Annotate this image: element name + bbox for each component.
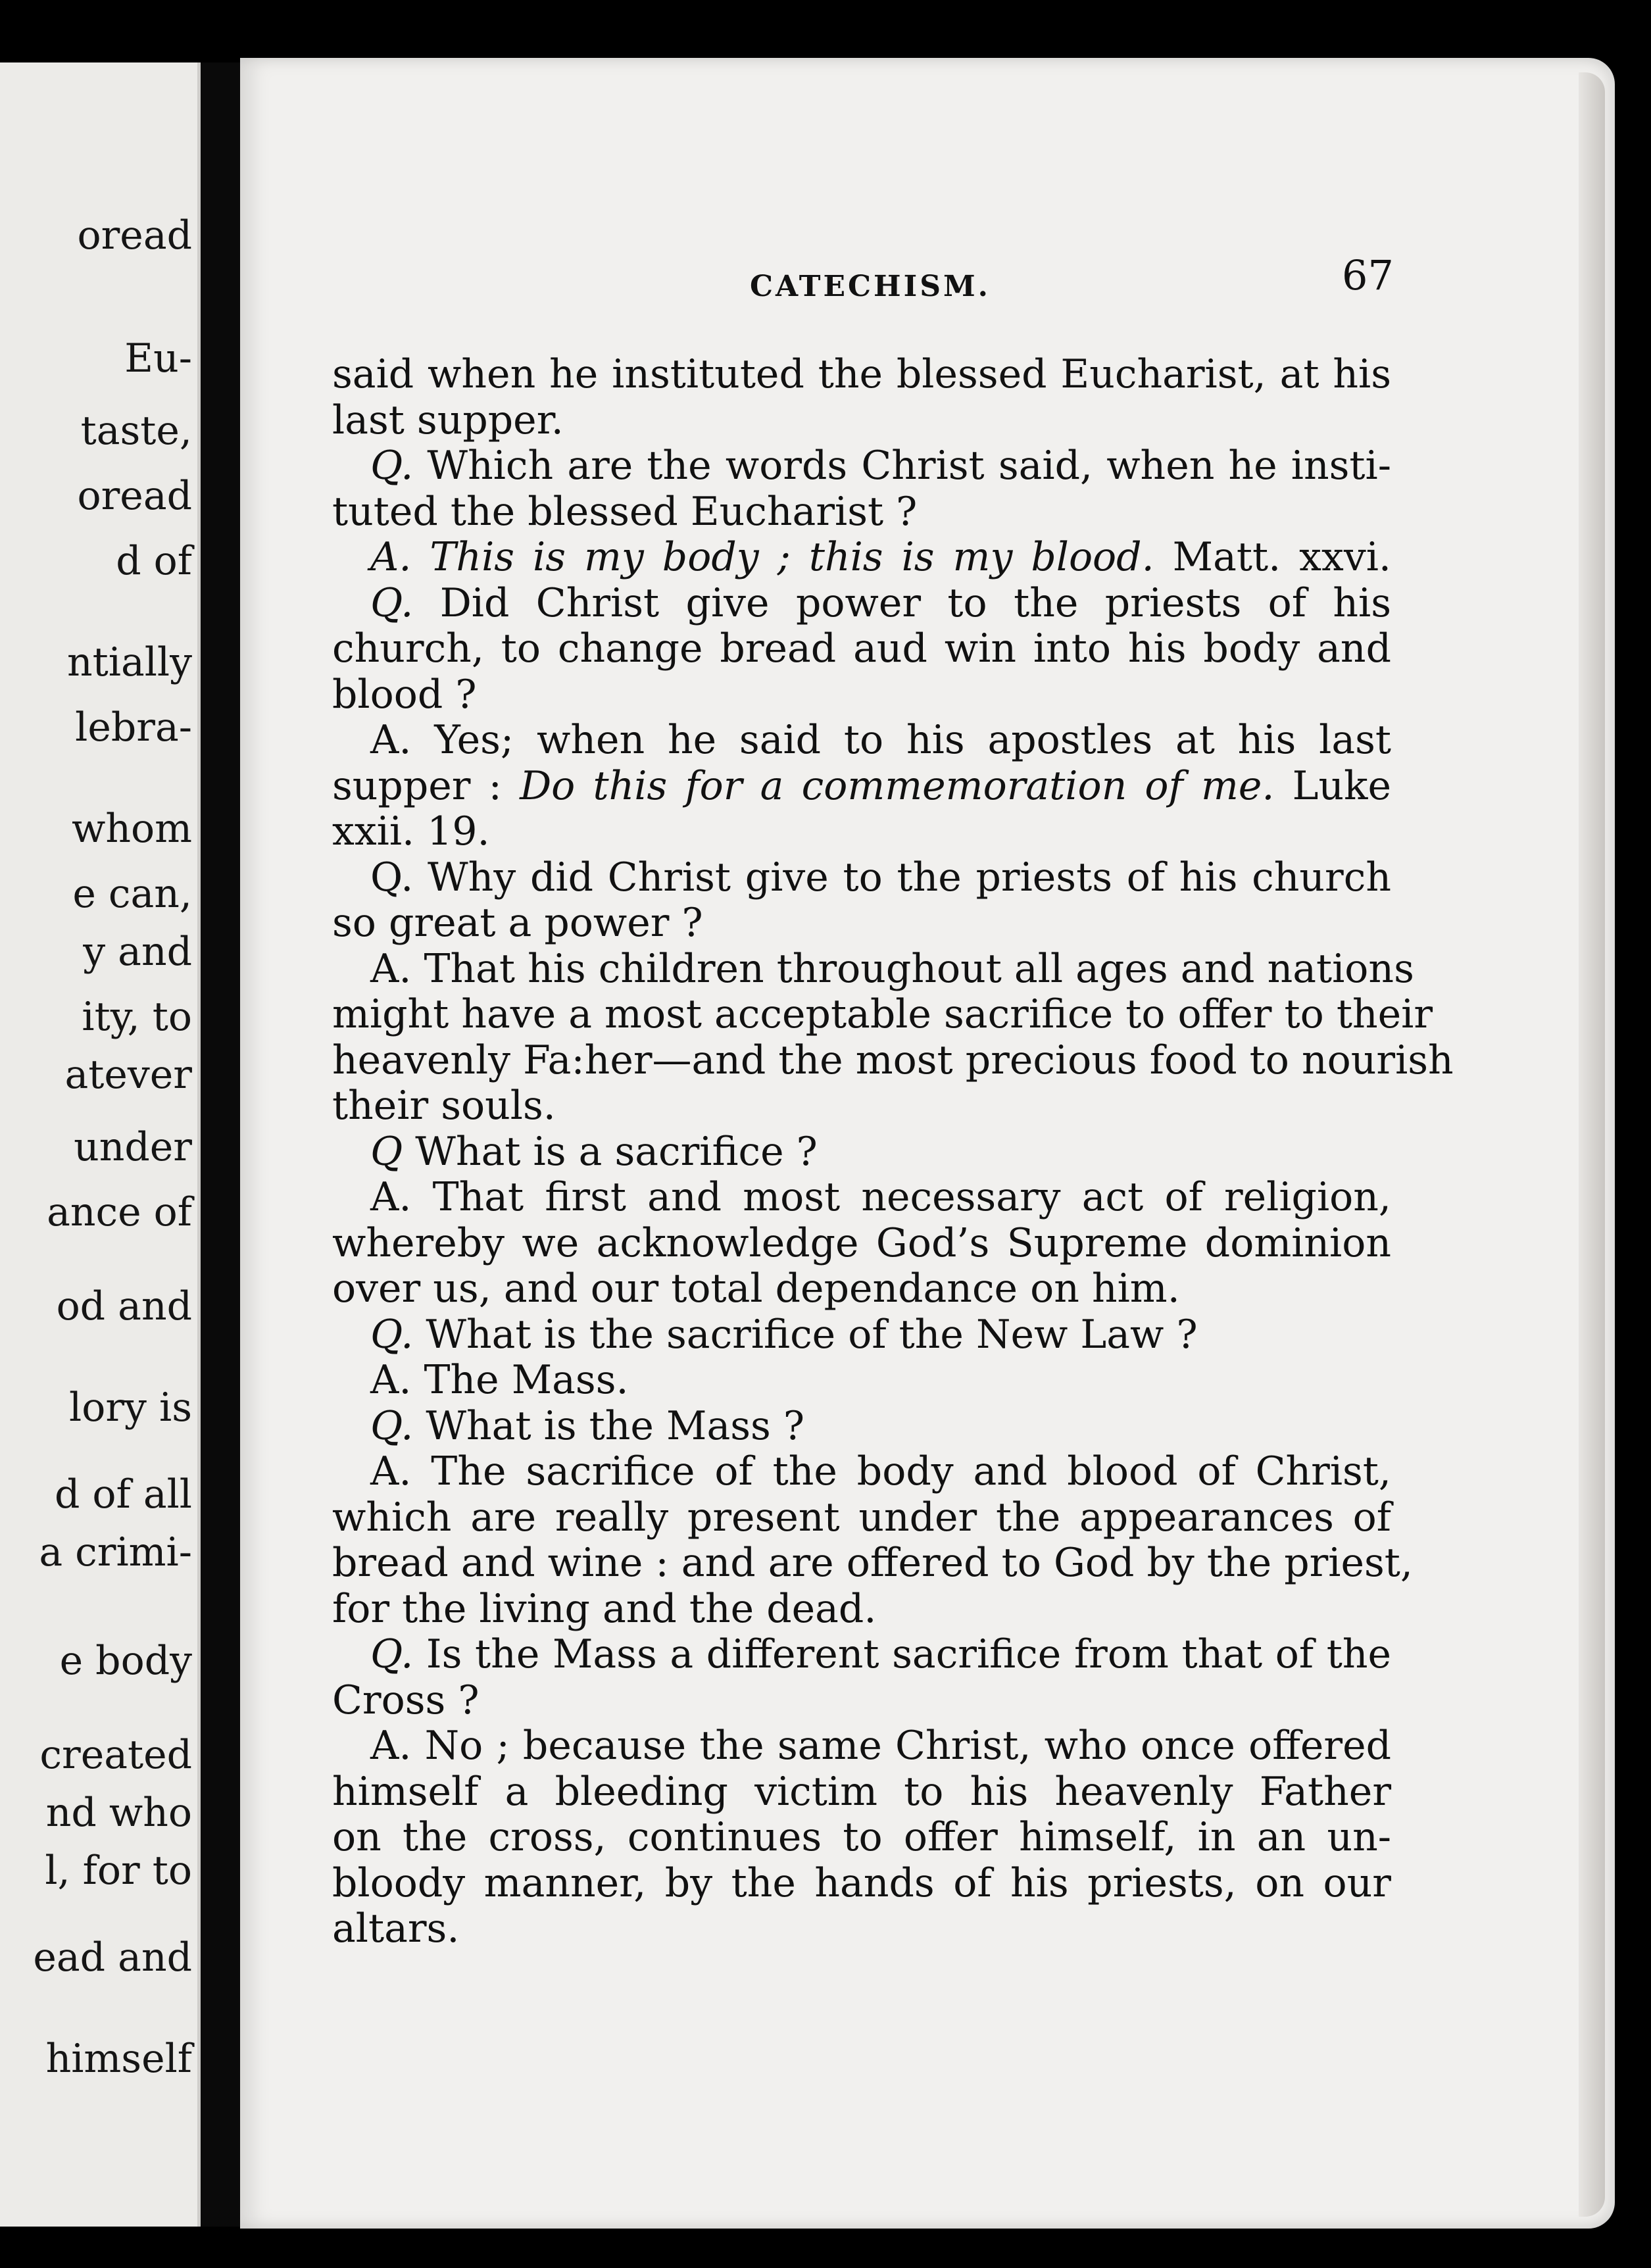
text-line [332, 1678, 1391, 1724]
line-text: A. The sacrifice of the body and blood of Christ, [370, 1448, 1391, 1494]
left-page-fragment: created [39, 1732, 192, 1778]
italic-quote: This is my body ; this is my blood. [430, 534, 1154, 580]
left-page-fragment: taste, [80, 408, 192, 454]
left-page-fragment: ntially [67, 639, 192, 685]
line-text: What is the Mass ? [413, 1402, 805, 1449]
line-text: A. That first and most necessary act of religion, [370, 1174, 1391, 1220]
line-text: Which are the words Christ said, when he insti- [413, 443, 1391, 489]
line-text: their souls. [332, 1083, 556, 1129]
line-text: so great a power ? [332, 900, 703, 946]
left-page-fragment: atever [64, 1052, 192, 1098]
line-text: Matt. xxvi. [1154, 534, 1391, 580]
line-text: xxii. 19. [332, 808, 490, 854]
page-number: 67 [1342, 251, 1394, 299]
left-page-fragment: nd who [45, 1790, 192, 1836]
left-page-fragment: under [74, 1124, 192, 1170]
page-edge [1579, 72, 1605, 2217]
line-text: blood ? [332, 671, 477, 718]
line-text: A. Yes; when he said to his apostles at his last [370, 717, 1391, 763]
catechism-text [332, 351, 1454, 1952]
text-line [332, 1358, 1391, 1404]
line-text: bloody manner, by the hands of his priests, on our [332, 1860, 1391, 1906]
line-text: What is the sacrifice of the New Law ? [413, 1311, 1198, 1358]
left-page-fragment: e can, [72, 871, 192, 917]
left-page-fragment: lebra- [75, 704, 192, 751]
text-line [332, 1632, 1391, 1678]
line-text: over us, and our total dependance on him. [332, 1266, 1180, 1312]
text-line [332, 1587, 1391, 1633]
line-text: A. That his children throughout all ages and nations [370, 945, 1414, 992]
running-head: CATECHISM. [750, 270, 991, 303]
text-line [332, 1861, 1391, 1907]
line-text: A. No ; because the same Christ, who once offered [370, 1723, 1391, 1769]
text-line [332, 489, 1391, 535]
left-page-fragment: ead and [33, 1935, 192, 1981]
text-line [332, 398, 1391, 444]
line-text: Is the Mass a different sacrifice from that of the [413, 1631, 1391, 1677]
text-line [332, 1175, 1391, 1221]
question-marker: Q [370, 1128, 403, 1175]
left-page-fragment: a crimi- [39, 1529, 192, 1575]
text-line [332, 443, 1391, 489]
left-page-fragment: y and [83, 929, 192, 975]
question-marker: Q. [370, 443, 414, 489]
left-page-fragment: ity, to [82, 994, 192, 1040]
text-line [332, 626, 1391, 672]
text-line [332, 1723, 1391, 1769]
line-text: Cross ? [332, 1677, 480, 1723]
left-page-fragment: od and [56, 1283, 192, 1329]
text-line [332, 1266, 1391, 1312]
line-text: whereby we acknowledge God’s Supreme dominion [332, 1220, 1391, 1266]
text-line [332, 1815, 1391, 1861]
line-text: last supper. [332, 397, 564, 443]
text-line [332, 672, 1391, 718]
question-marker: Q. [370, 1402, 414, 1449]
left-page-fragment: lory is [69, 1385, 192, 1431]
line-text: A. The Mass. [370, 1357, 629, 1403]
line-text: supper : [332, 762, 520, 809]
line-text: Q. Why did Christ give to the priests of his church [370, 854, 1391, 900]
text-line [332, 809, 1391, 855]
line-text: for the living and the dead. [332, 1585, 877, 1632]
line-text: bread and wine : and are offered to God by the priest, [332, 1540, 1413, 1586]
question-marker: Q. [370, 1631, 414, 1677]
left-page-fragment: d of all [54, 1471, 192, 1517]
text-line [332, 991, 1433, 1038]
left-page [0, 62, 201, 2227]
left-page-fragment: oread [77, 473, 192, 519]
text-line [332, 1449, 1391, 1495]
question-marker: A. [370, 534, 412, 580]
line-text: himself a bleeding victim to his heavenly Father [332, 1768, 1391, 1815]
line-text: heavenly Fa:her—and the most precious food to nourish [332, 1037, 1454, 1083]
text-line [332, 581, 1391, 627]
text-line [332, 1540, 1413, 1587]
left-page-fragment: d of [116, 538, 192, 584]
line-text: on the cross, continues to offer himself, in an un- [332, 1814, 1391, 1860]
line-suffix: Luke [1274, 762, 1391, 809]
left-page-fragment: ance of [47, 1189, 192, 1235]
left-page-fragment: e body [59, 1638, 192, 1684]
left-page-fragment: whom [71, 806, 192, 852]
line-text: altars. [332, 1906, 460, 1952]
text-line [332, 855, 1391, 901]
text-line [332, 1129, 1391, 1175]
line-text: church, to change bread aud win into his body and [332, 626, 1391, 672]
text-line [332, 1083, 1391, 1129]
left-page-fragment: l, for to [45, 1848, 192, 1894]
text-line [332, 1495, 1391, 1541]
text-line [332, 1906, 1391, 1952]
italic-quote: Do this for a commemoration of me. [520, 762, 1275, 809]
text-line [332, 1037, 1454, 1084]
line-text: What is a sacrifice ? [403, 1128, 818, 1175]
line-text: tuted the blessed Eucharist ? [332, 488, 918, 535]
text-line [332, 1221, 1391, 1267]
line-text: which are really present under the appearances of [332, 1494, 1391, 1541]
text-line [332, 1404, 1391, 1450]
line-text: might have a most acceptable sacrifice to offer to their [332, 991, 1433, 1037]
book-gutter [201, 62, 240, 2227]
text-line [332, 352, 1391, 398]
left-page-fragment: himself [45, 2036, 192, 2082]
text-line [332, 900, 1391, 947]
text-line [332, 718, 1391, 764]
line-text: said when he instituted the blessed Eucharist, at his [332, 351, 1391, 397]
left-page-fragment: Eu- [124, 335, 192, 382]
text-line [332, 945, 1414, 993]
question-marker: Q. [370, 579, 414, 626]
text-line [332, 535, 1391, 581]
question-marker: Q. [370, 1311, 414, 1358]
text-line [332, 764, 1391, 810]
line-text: Did Christ give power to the priests of his [413, 579, 1391, 626]
left-page-fragment: oread [77, 212, 192, 259]
text-line [332, 1312, 1391, 1358]
text-line [332, 1769, 1391, 1815]
